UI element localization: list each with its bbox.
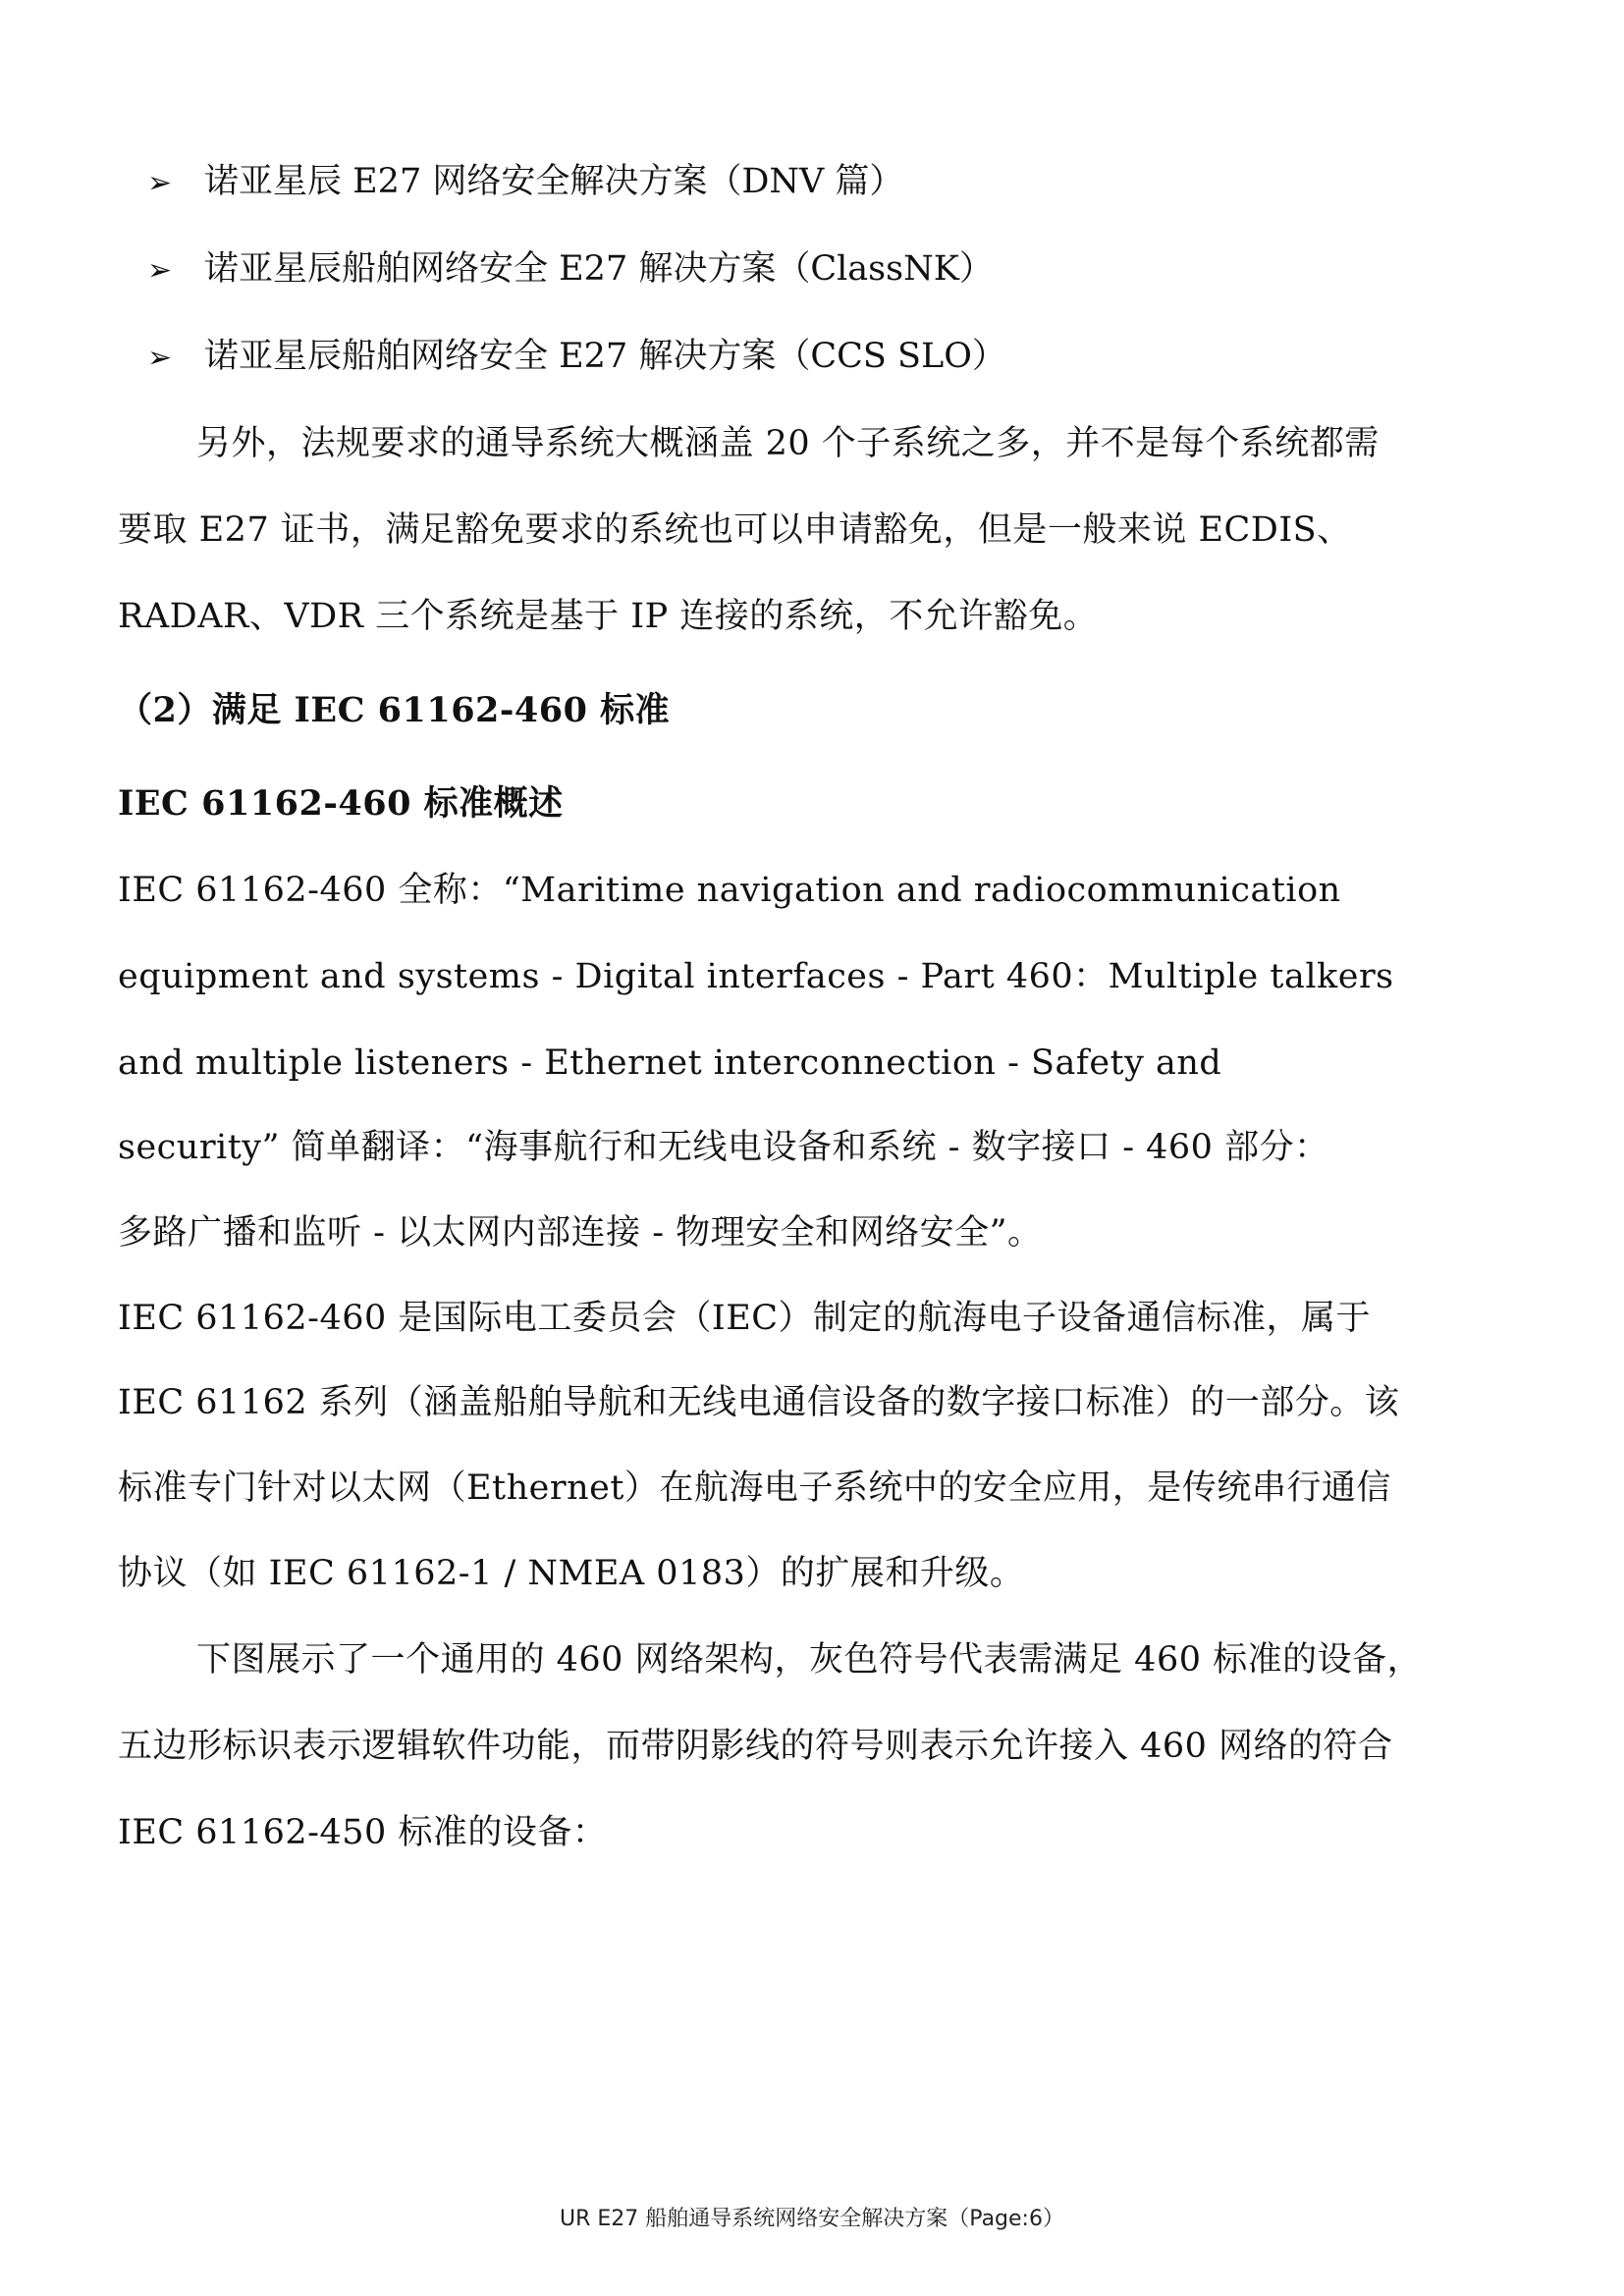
arrow-bullet-icon: ➢ — [147, 253, 173, 288]
paragraph-line: IEC 61162-460 全称：“Maritime navigation and radiocommunication — [118, 871, 1341, 910]
paragraph-line: IEC 61162 系列（涵盖船舶导航和无线电通信设备的数字接口标准）的一部分。该 — [118, 1383, 1400, 1422]
bullet-text: 诺亚星辰船舶网络安全 E27 解决方案（CCS SLO） — [204, 337, 1006, 376]
paragraph-line: security” 简单翻译：“海事航行和无线电设备和系统 - 数字接口 - 460 部分： — [118, 1128, 1329, 1167]
bullet-item — [147, 333, 1502, 382]
paragraph-line: equipment and systems - Digital interfaces - Part 460：Multiple talkers — [118, 957, 1394, 996]
arrow-bullet-icon: ➢ — [147, 166, 173, 200]
bullet-item — [147, 245, 1502, 294]
paragraph-line: 标准专门针对以太网（Ethernet）在航海电子系统中的安全应用，是传统串行通信 — [118, 1468, 1391, 1508]
paragraph-line: 要取 E27 证书，满足豁免要求的系统也可以申请豁免，但是一般来说 ECDIS、 — [118, 510, 1352, 550]
section-heading: （2）满足 IEC 61162-460 标准 — [118, 690, 671, 730]
paragraph-line: RADAR、VDR 三个系统是基于 IP 连接的系统，不允许豁免。 — [118, 597, 1099, 636]
paragraph-line: and multiple listeners - Ethernet interconnection - Safety and — [118, 1043, 1222, 1083]
arrow-bullet-icon: ➢ — [147, 341, 173, 375]
paragraph-line: IEC 61162-450 标准的设备： — [118, 1813, 608, 1852]
page-footer: UR E27 船舶通导系统网络安全解决方案（Page:6） — [560, 2207, 1064, 2231]
bullet-text: 诺亚星辰 E27 网络安全解决方案（DNV 篇） — [204, 162, 904, 201]
sub-heading: IEC 61162-460 标准概述 — [118, 783, 564, 824]
paragraph-line: 五边形标识表示逻辑软件功能，而带阴影线的符号则表示允许接入 460 网络的符合 — [118, 1727, 1393, 1766]
paragraph-line: 协议（如 IEC 61162-1 / NMEA 0183）的扩展和升级。 — [118, 1554, 1025, 1593]
bullet-text: 诺亚星辰船舶网络安全 E27 解决方案（ClassNK） — [204, 249, 994, 289]
paragraph-line: IEC 61162-460 是国际电工委员会（IEC）制定的航海电子设备通信标准，属于 — [118, 1299, 1372, 1338]
paragraph-line: 多路广播和监听 - 以太网内部连接 - 物理安全和网络安全”。 — [118, 1213, 1043, 1253]
paragraph-line: 下图展示了一个通用的 460 网络架构，灰色符号代表需满足 460 标准的设备， — [196, 1640, 1423, 1680]
paragraph-line: 另外，法规要求的通导系统大概涵盖 20 个子系统之多，并不是每个系统都需 — [196, 424, 1380, 463]
bullet-item — [147, 158, 1502, 207]
